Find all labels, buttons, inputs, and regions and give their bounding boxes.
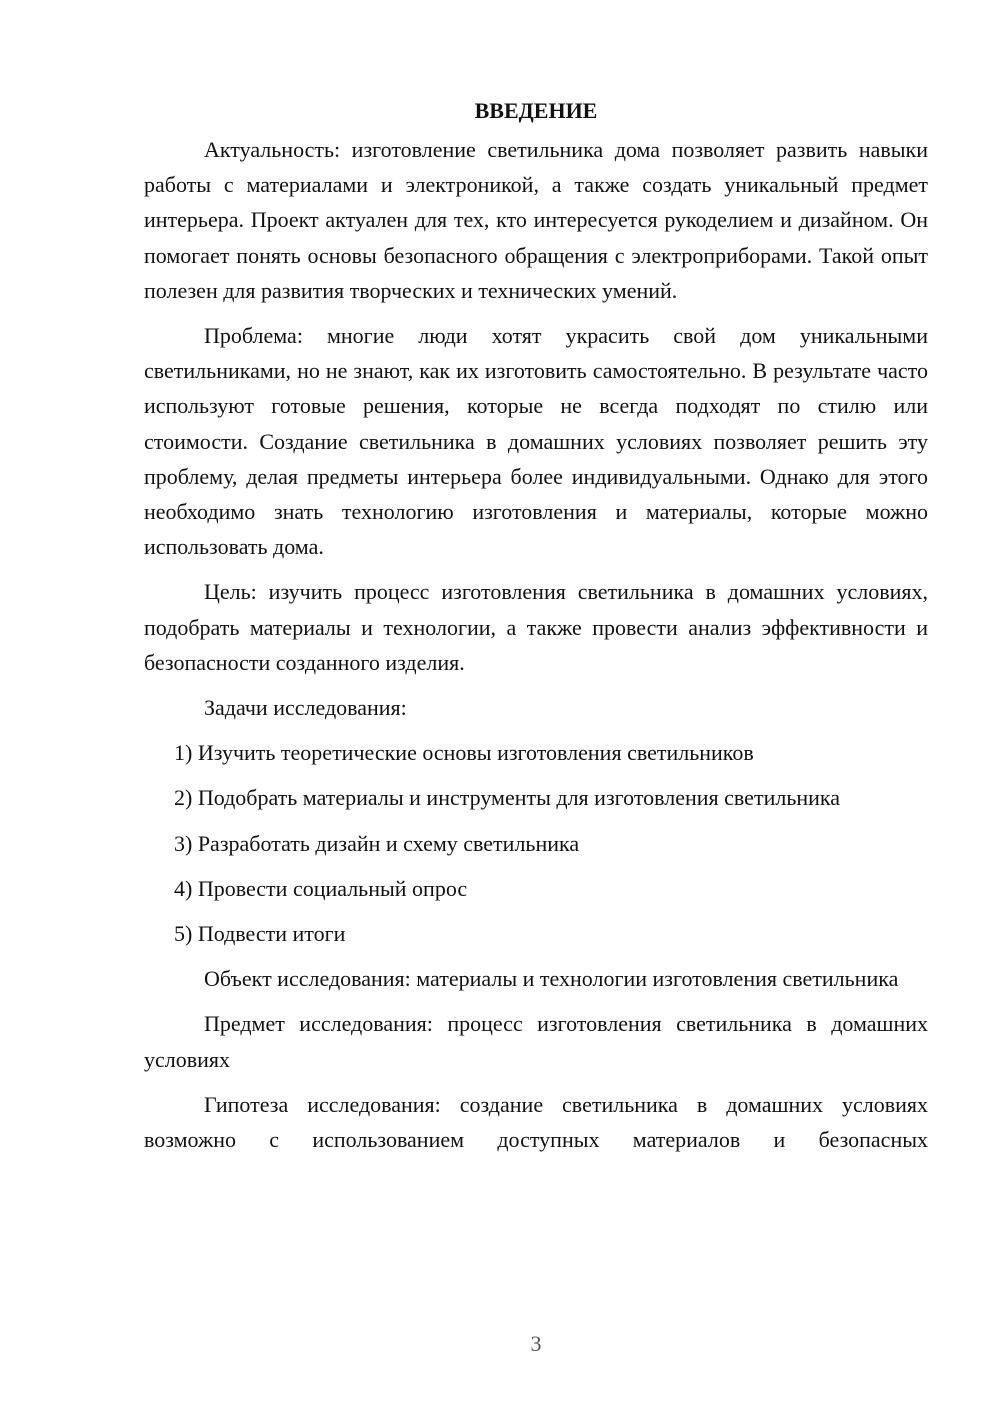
paragraph-goal: Цель: изучить процесс изготовления светильника в домашних условиях, подобрать материалы и технологии, а также провести анализ эффективности и безопасности созданного изделия. bbox=[144, 579, 928, 675]
paragraph-hypothesis: Гипотеза исследования: создание светильника в домашних условиях возможно с использованием доступных материалов и безопасных bbox=[144, 1091, 928, 1153]
task-item: 1) Изучить теоретические основы изготовления светильников bbox=[174, 740, 754, 766]
task-item: 2) Подобрать материалы и инструменты для изготовления светильника bbox=[174, 785, 841, 811]
task-item: 3) Разработать дизайн и схему светильника bbox=[174, 830, 580, 856]
paragraph-object: Объект исследования: материалы и технологии изготовления светильника bbox=[204, 966, 899, 992]
page-number: 3 bbox=[530, 1331, 542, 1356]
paragraph-subject: Предмет исследования: процесс изготовления светильника в домашних условиях bbox=[144, 1011, 928, 1072]
section-title: ВВЕДЕНИЕ bbox=[474, 98, 598, 123]
paragraph-problem: Проблема: многие люди хотят украсить свой дом уникальными светильниками, но не знают, как их изготовить самостоятельно. В результате часто используют готовые решения, которые не всегда подходят по стилю или стоимости. Создание светильника в домашних условиях позволяет решить эту проблему, делая предметы интерьера более индивидуальными. Однако для этого необходимо знать технологию изготовления и материалы, которые можно использовать дома. bbox=[144, 323, 928, 560]
paragraph-relevance: Актуальность: изготовление светильника дома позволяет развить навыки работы с материалами и электроникой, а также создать уникальный предмет интерьера. Проект актуален для тех, кто интересуется рукоделием и дизайном. Он помогает понять основы безопасного обращения с электроприборами. Такой опыт полезен для развития творческих и технических умений. bbox=[144, 137, 928, 303]
document-body bbox=[144, 94, 928, 1167]
task-item: 5) Подвести итоги bbox=[174, 921, 346, 947]
tasks-heading: Задачи исследования: bbox=[204, 695, 407, 721]
task-item: 4) Провести социальный опрос bbox=[174, 875, 468, 901]
